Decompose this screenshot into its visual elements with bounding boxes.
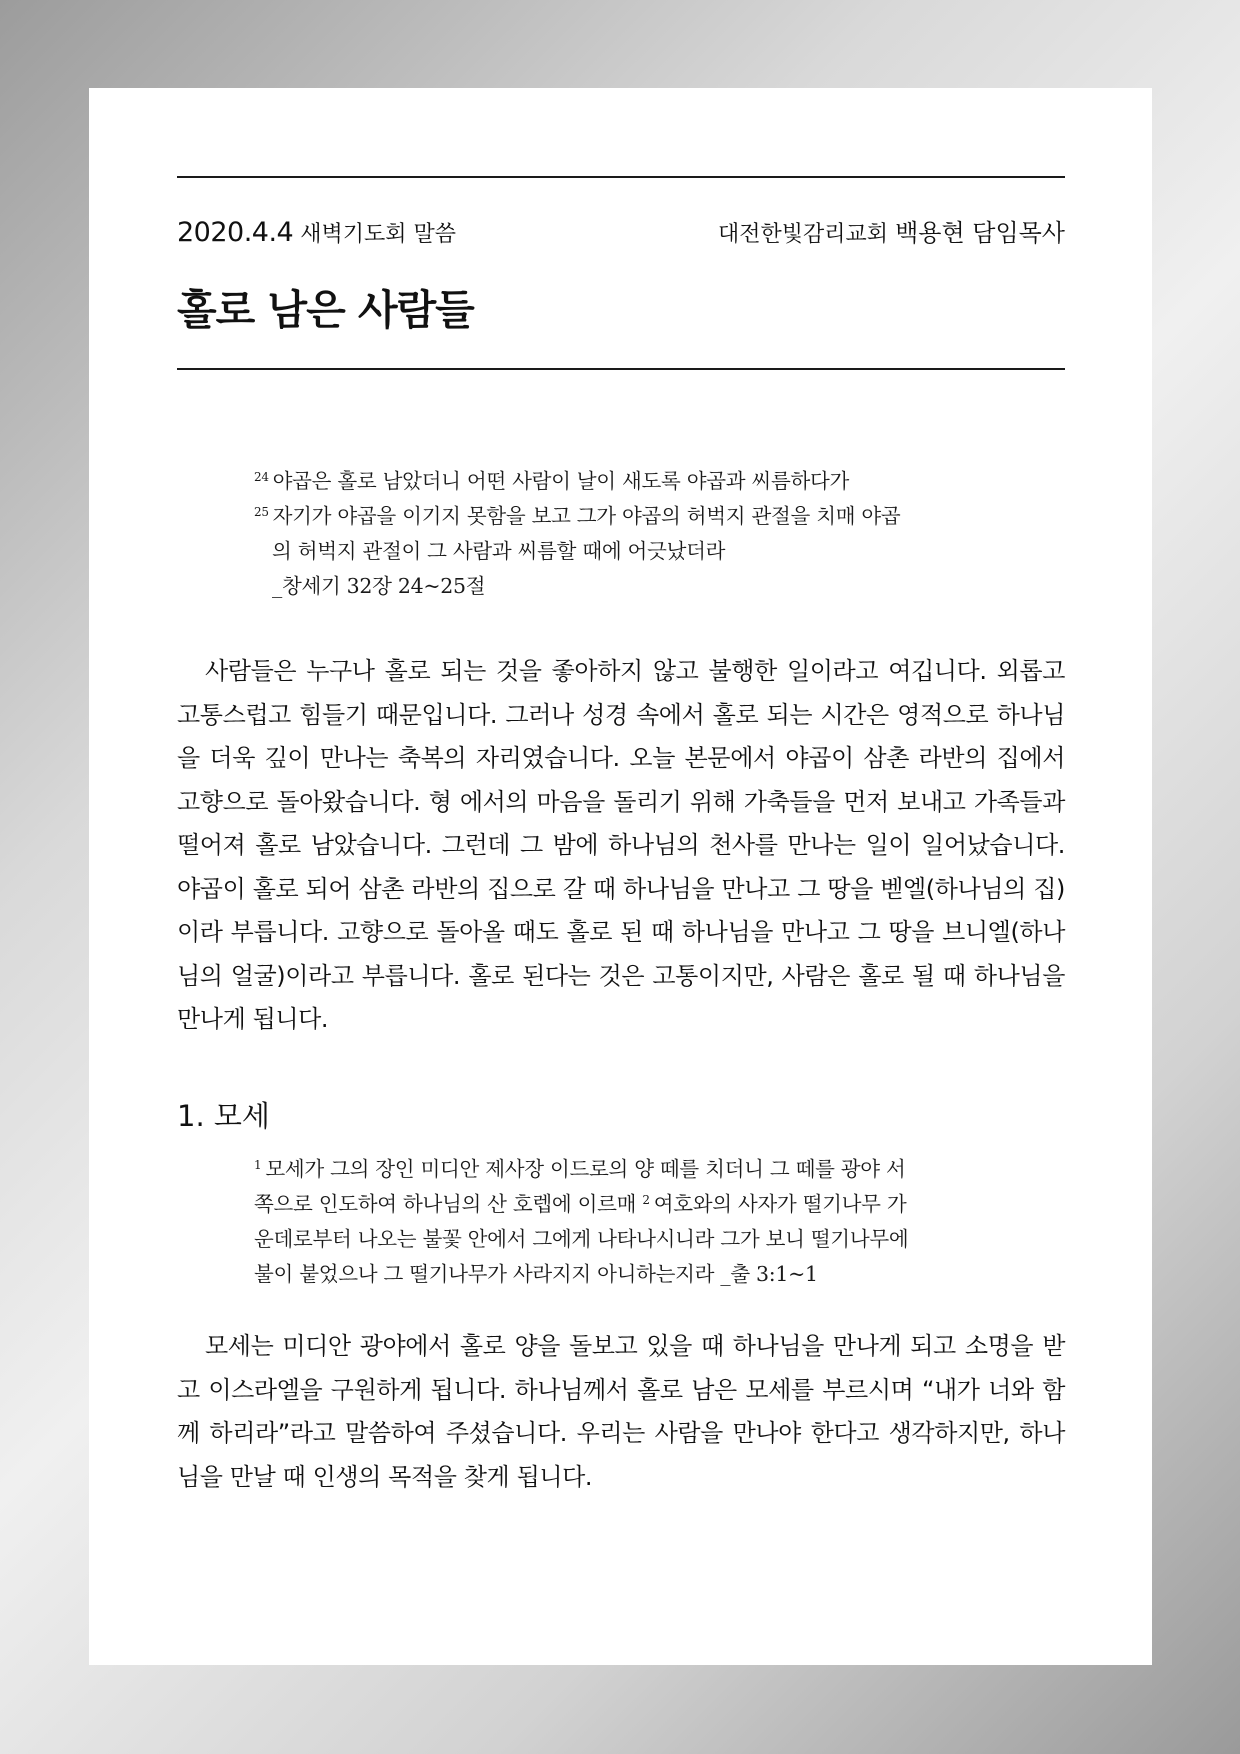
document-page xyxy=(89,88,1152,1665)
scripture-line xyxy=(254,1152,994,1187)
verse-25-continued: 의 허벅지 관절이 그 사람과 씨름할 때에 어긋났더라 xyxy=(272,539,726,563)
pastor-name: 백용현 담임목사 xyxy=(895,219,1065,247)
verse-number: 1 xyxy=(254,1158,262,1172)
service-name: 새벽기도회 말씀 xyxy=(300,222,456,247)
section-heading-moses: 1. 모세 xyxy=(177,1099,270,1133)
verse-number: 2 xyxy=(642,1193,650,1207)
scripture-quote-genesis xyxy=(254,464,994,604)
body-paragraph-intro: 사람들은 누구나 홀로 되는 것을 좋아하지 않고 불행한 일이라고 여깁니다. 외롭고 고통스럽고 힘들기 때문입니다. 그러나 성경 속에서 홀로 되는 시간은 영적으로 하나님을 더욱 깊이 만나는 축복의 자리였습니다. 오늘 본문에서 야곱이 삼촌 라반의 집에서 고향으로 돌아왔습니다. 형 에서의 마음을 돌리기 위해 가축들을 먼저 보내고 가족들과 떨어져 홀로 남았습니다. 그런데 그 밤에 하나님의 천사를 만나는 일이 일어났습니다. 야곱이 홀로 되어 삼촌 라반의 집으로 갈 때 하나님을 만나고 그 땅을 벧엘(하나님의 집)이라 부릅니다. 고향으로 돌아올 때도 홀로 된 때 하나님을 만나고 그 땅을 브니엘(하나님의 얼굴)이라고 부릅니다. 홀로 된다는 것은 고통이지만, 사람은 홀로 될 때 하나님을 만나게 됩니다. xyxy=(177,657,1065,1033)
verse-number: 24 xyxy=(254,470,269,484)
sermon-info xyxy=(177,218,456,250)
scripture-reference: _창세기 32장 24~25절 xyxy=(272,574,486,598)
sermon-date: 2020.4.4 xyxy=(177,217,294,248)
scripture-quote-exodus xyxy=(254,1152,994,1292)
church-name: 대전한빛감리교회 xyxy=(718,222,889,247)
scripture-line: 운데로부터 나오는 불꽃 안에서 그에게 나타나시니라 그가 보니 떨기나무에 xyxy=(254,1227,909,1251)
header-top-rule xyxy=(177,176,1065,178)
verse-text: 야곱은 홀로 남았더니 어떤 사람이 날이 새도록 야곱과 씨름하다가 xyxy=(272,469,849,493)
header-bottom-rule xyxy=(177,368,1065,370)
verse-25 xyxy=(254,499,994,534)
preacher-info xyxy=(718,218,1065,250)
verse-text: 쪽으로 인도하여 하나님의 산 호렙에 이르매 xyxy=(254,1192,637,1216)
sermon-title: 홀로 남은 사람들 xyxy=(177,286,474,334)
scripture-line xyxy=(254,1187,994,1222)
scripture-line: 불이 붙었으나 그 떨기나무가 사라지지 아니하는지라 _출 3:1~1 xyxy=(254,1262,818,1286)
verse-number: 25 xyxy=(254,505,269,519)
verse-text: 모세가 그의 장인 미디안 제사장 이드로의 양 떼를 치더니 그 떼를 광야 서 xyxy=(265,1157,906,1181)
verse-text: 여호와의 사자가 떨기나무 가 xyxy=(653,1192,907,1216)
verse-24 xyxy=(254,464,994,499)
verse-text: 자기가 야곱을 이기지 못함을 보고 그가 야곱의 허벅지 관절을 치매 야곱 xyxy=(272,504,901,528)
body-paragraph-moses: 모세는 미디안 광야에서 홀로 양을 돌보고 있을 때 하나님을 만나게 되고 소명을 받고 이스라엘을 구원하게 됩니다. 하나님께서 홀로 남은 모세를 부르시며 “내가 너와 함께 하리라”라고 말씀하여 주셨습니다. 우리는 사람을 만나야 한다고 생각하지만, 하나님을 만날 때 인생의 목적을 찾게 됩니다. xyxy=(177,1332,1065,1491)
